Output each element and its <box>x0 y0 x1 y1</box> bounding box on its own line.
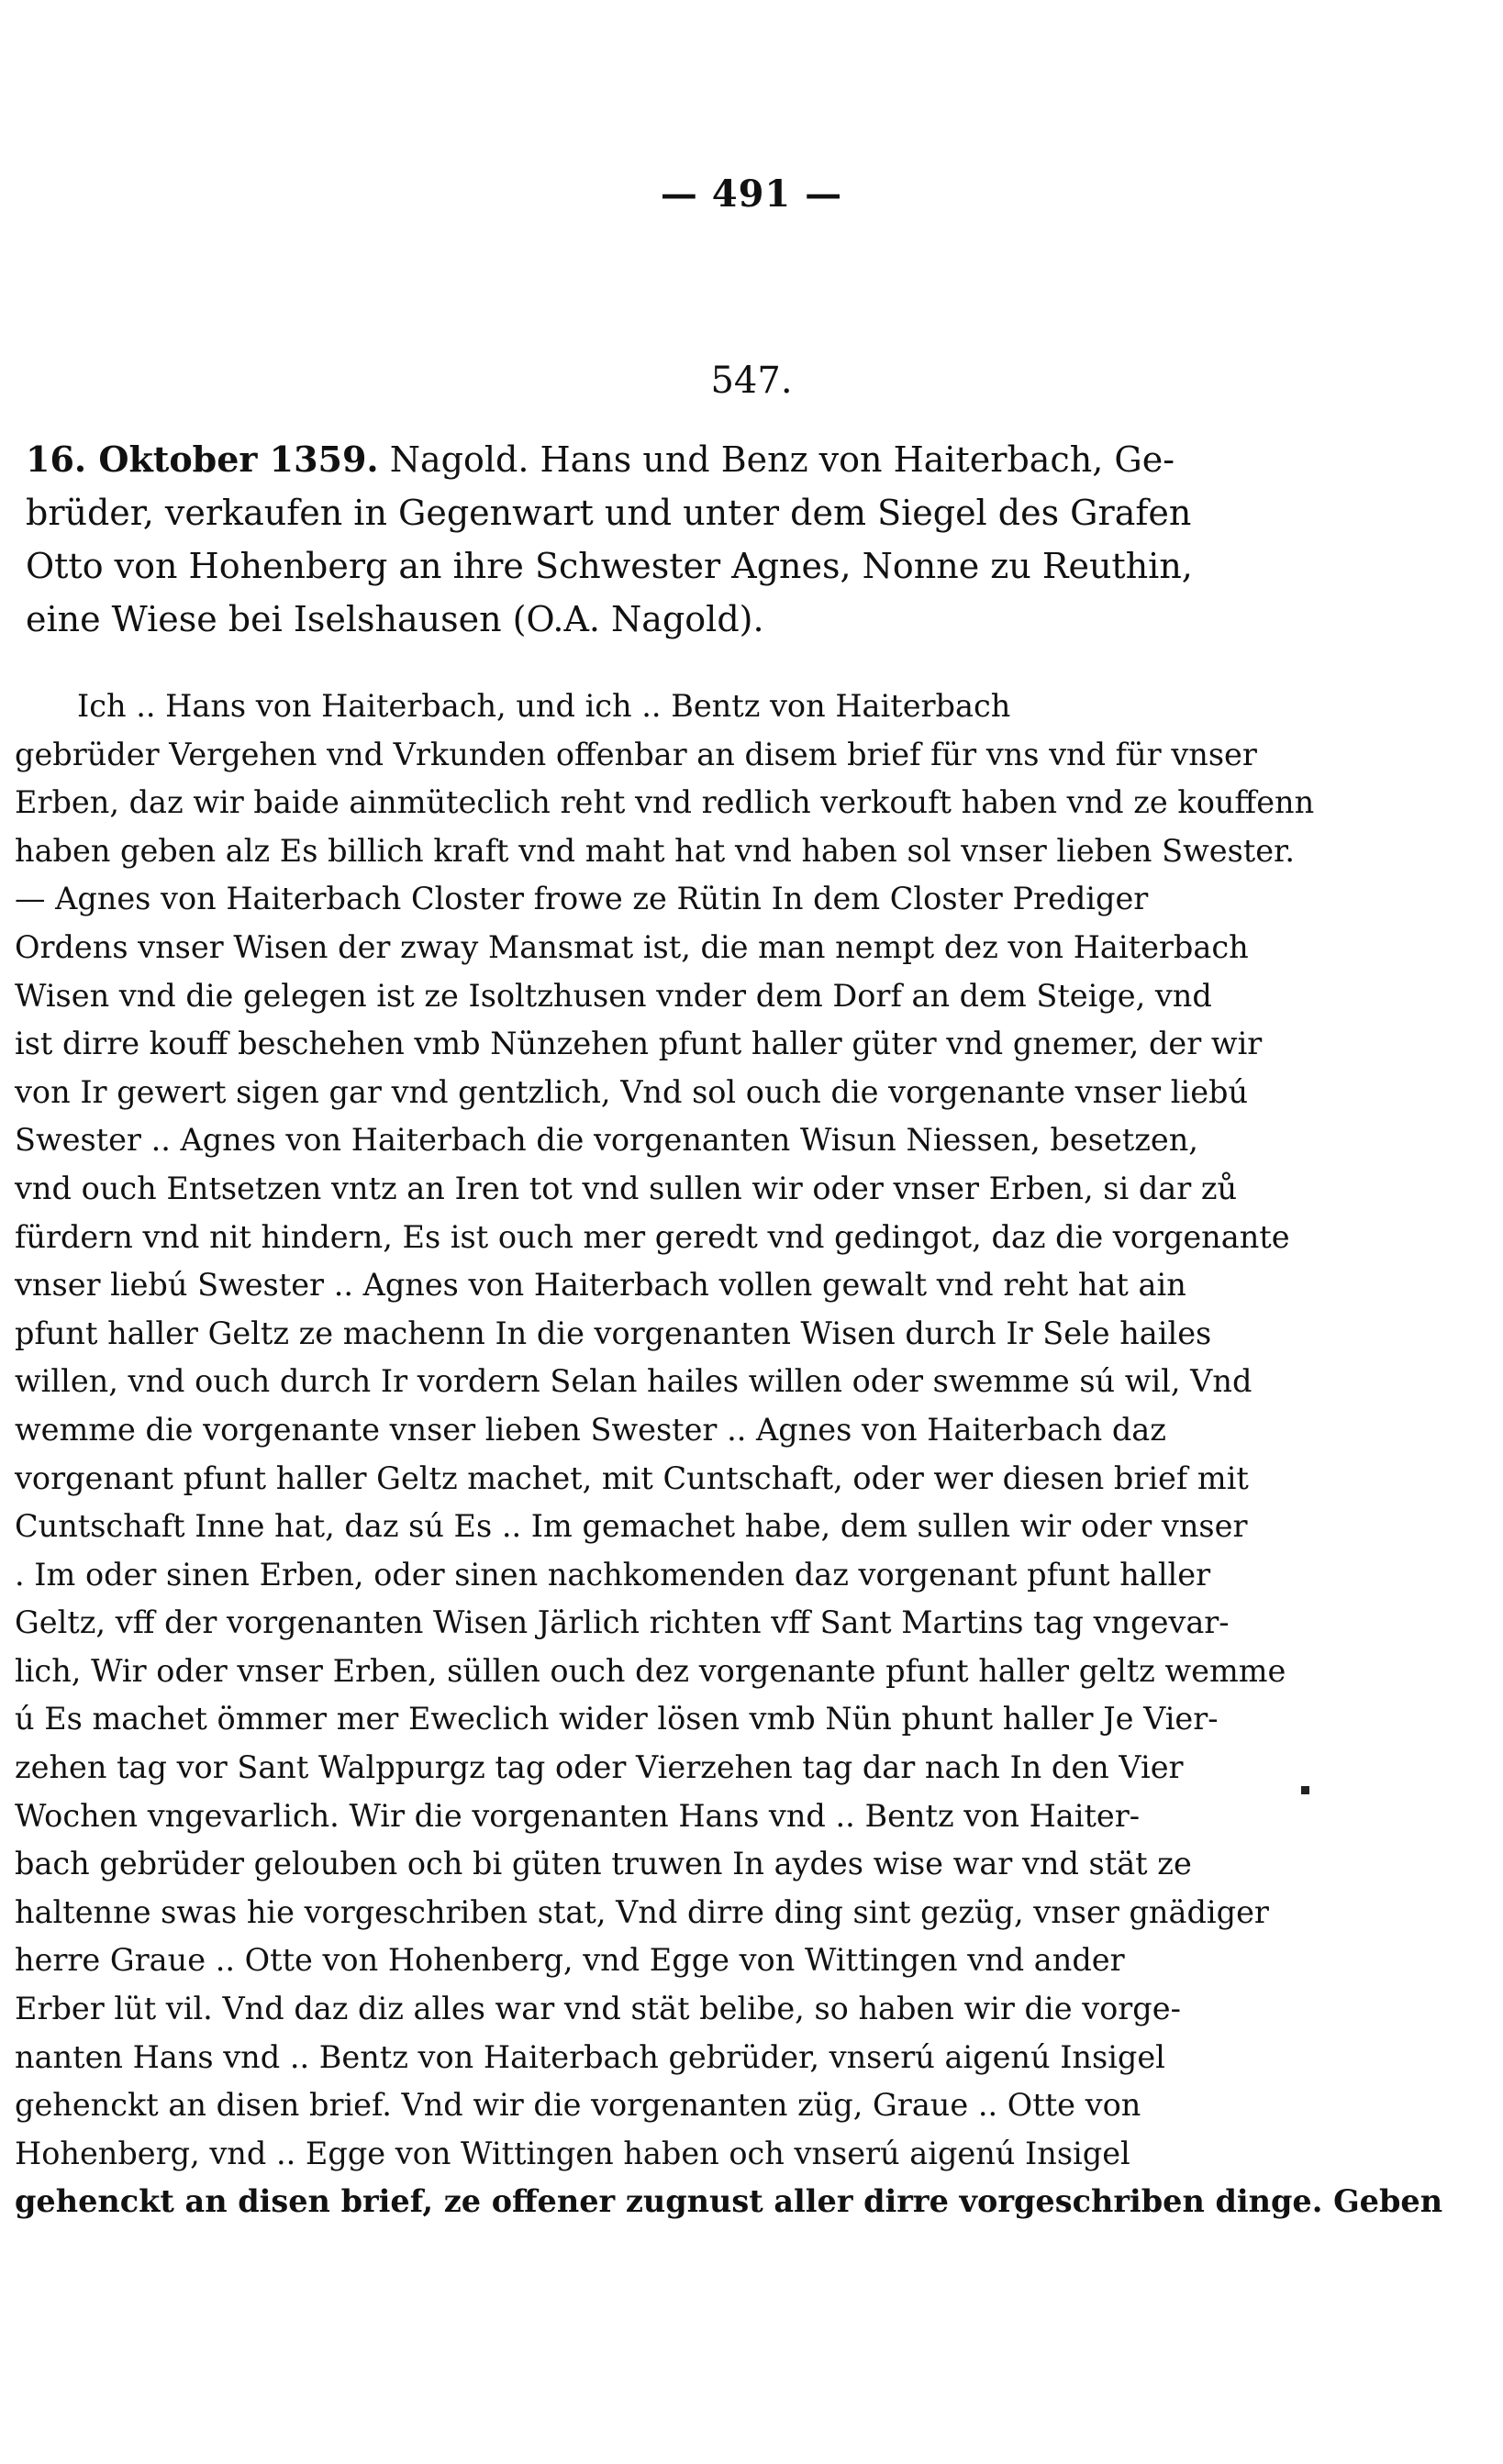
text-line: — Agnes von Haiterbach Closter frowe ze Rütin In dem Closter Prediger <box>15 881 1149 917</box>
text-line: vnd ouch Entsetzen vntz an Iren tot vnd sullen wir oder vnser Erben, si dar zů <box>15 1170 1238 1206</box>
ink-dot <box>1301 1786 1309 1794</box>
text-line: von Ir gewert sigen gar vnd gentzlich, Vnd sol ouch die vorgenante vnser liebú <box>15 1073 1249 1110</box>
text-line: pfunt haller Geltz ze machenn In die vorgenanten Wisen durch Ir Sele hailes <box>15 1315 1212 1351</box>
regest-summary <box>26 433 1310 646</box>
text-line: ú Es machet ömmer mer Eweclich wider lösen vmb Nün phunt haller Je Vier- <box>15 1701 1219 1737</box>
regest-line: eine Wiese bei Iselshausen (O.A. Nagold). <box>26 599 764 639</box>
text-line: willen, vnd ouch durch Ir vordern Selan hailes willen oder swemme sú wil, Vnd <box>15 1363 1252 1400</box>
text-line: gehenckt an disen brief. Vnd wir die vorgenanten züg, Graue .. Otte von <box>15 2087 1141 2124</box>
text-line: gehenckt an disen brief, ze offener zugnust aller dirre vorgeschriben dinge. Geben <box>15 2183 1443 2220</box>
text-line: Erber lüt vil. Vnd daz diz alles war vnd stät belibe, so haben wir die vorge- <box>15 1991 1181 2027</box>
charter-text <box>15 683 1443 2226</box>
text-line: vnser liebú Swester .. Agnes von Haiterbach vollen gewalt vnd reht hat ain <box>15 1267 1186 1304</box>
text-line: lich, Wir oder vnser Erben, süllen ouch dez vorgenante pfunt haller geltz wemme <box>15 1652 1286 1689</box>
text-line: . Im oder sinen Erben, oder sinen nachkomenden daz vorgenant pfunt haller <box>15 1556 1211 1593</box>
text-line: zehen tag vor Sant Walppurgz tag oder Vierzehen tag dar nach In den Vier <box>15 1749 1184 1786</box>
regest-line <box>26 433 1310 486</box>
text-line: bach gebrüder gelouben och bi güten truwen In aydes wise war vnd stät ze <box>15 1846 1192 1882</box>
text-line: Erben, daz wir baide ainmüteclich reht vnd redlich verkouft haben vnd ze kouffenn <box>15 784 1315 821</box>
regest-first-line-text: Nagold. Hans und Benz von Haiterbach, Ge- <box>378 439 1175 480</box>
text-line: wemme die vorgenante vnser lieben Swester .. Agnes von Haiterbach daz <box>15 1411 1166 1448</box>
text-line: Swester .. Agnes von Haiterbach die vorgenanten Wisun Niessen, besetzen, <box>15 1122 1198 1159</box>
text-line: Wisen vnd die gelegen ist ze Isoltzhusen vnder dem Dorf an dem Steige, vnd <box>15 977 1212 1014</box>
regest-date: 16. Oktober 1359. <box>26 438 379 480</box>
text-line: haltenne swas hie vorgeschriben stat, Vnd dirre ding sint gezüg, vnser gnädiger <box>15 1893 1269 1930</box>
text-line: vorgenant pfunt haller Geltz machet, mit Cuntschaft, oder wer diesen brief mit <box>15 1460 1249 1496</box>
text-line: fürdern vnd nit hindern, Es ist ouch mer geredt vnd gedingot, daz die vorgenante <box>15 1218 1290 1255</box>
regest-line: brüder, verkaufen in Gegenwart und unter dem Siegel des Grafen <box>26 493 1192 533</box>
text-line: ist dirre kouff beschehen vmb Nünzehen pfunt haller güter vnd gnemer, der wir <box>15 1026 1263 1062</box>
text-line: Hohenberg, vnd .. Egge von Wittingen haben och vnserú aigenú Insigel <box>15 2135 1130 2171</box>
text-line: Geltz, vff der vorgenanten Wisen Järlich richten vff Sant Martins tag vngevar- <box>15 1604 1230 1641</box>
text-line: herre Graue .. Otte von Hohenberg, vnd Egge von Wittingen vnd ander <box>15 1942 1125 1979</box>
text-line: Wochen vngevarlich. Wir die vorgenanten Hans vnd .. Bentz von Haiter- <box>15 1797 1141 1834</box>
text-line: Ordens vnser Wisen der zway Mansmat ist, die man nempt dez von Haiterbach <box>15 928 1249 965</box>
text-line: nanten Hans vnd .. Bentz von Haiterbach gebrüder, vnserú aigenú Insigel <box>15 2038 1165 2075</box>
page-number: — 491 — <box>660 172 843 216</box>
text-line: Cuntschaft Inne hat, daz sú Es .. Im gemachet habe, dem sullen wir oder vnser <box>15 1508 1248 1545</box>
text-line: gebrüder Vergehen vnd Vrkunden offenbar an disem brief für vns vnd für vnser <box>15 736 1257 772</box>
document-number: 547. <box>710 360 793 402</box>
regest-line: Otto von Hohenberg an ihre Schwester Agnes, Nonne zu Reuthin, <box>26 546 1193 586</box>
text-line: Ich .. Hans von Haiterbach, und ich .. Bentz von Haiterbach <box>77 688 1011 724</box>
text-line: haben geben alz Es billich kraft vnd maht hat vnd haben sol vnser lieben Swester. <box>15 832 1296 869</box>
